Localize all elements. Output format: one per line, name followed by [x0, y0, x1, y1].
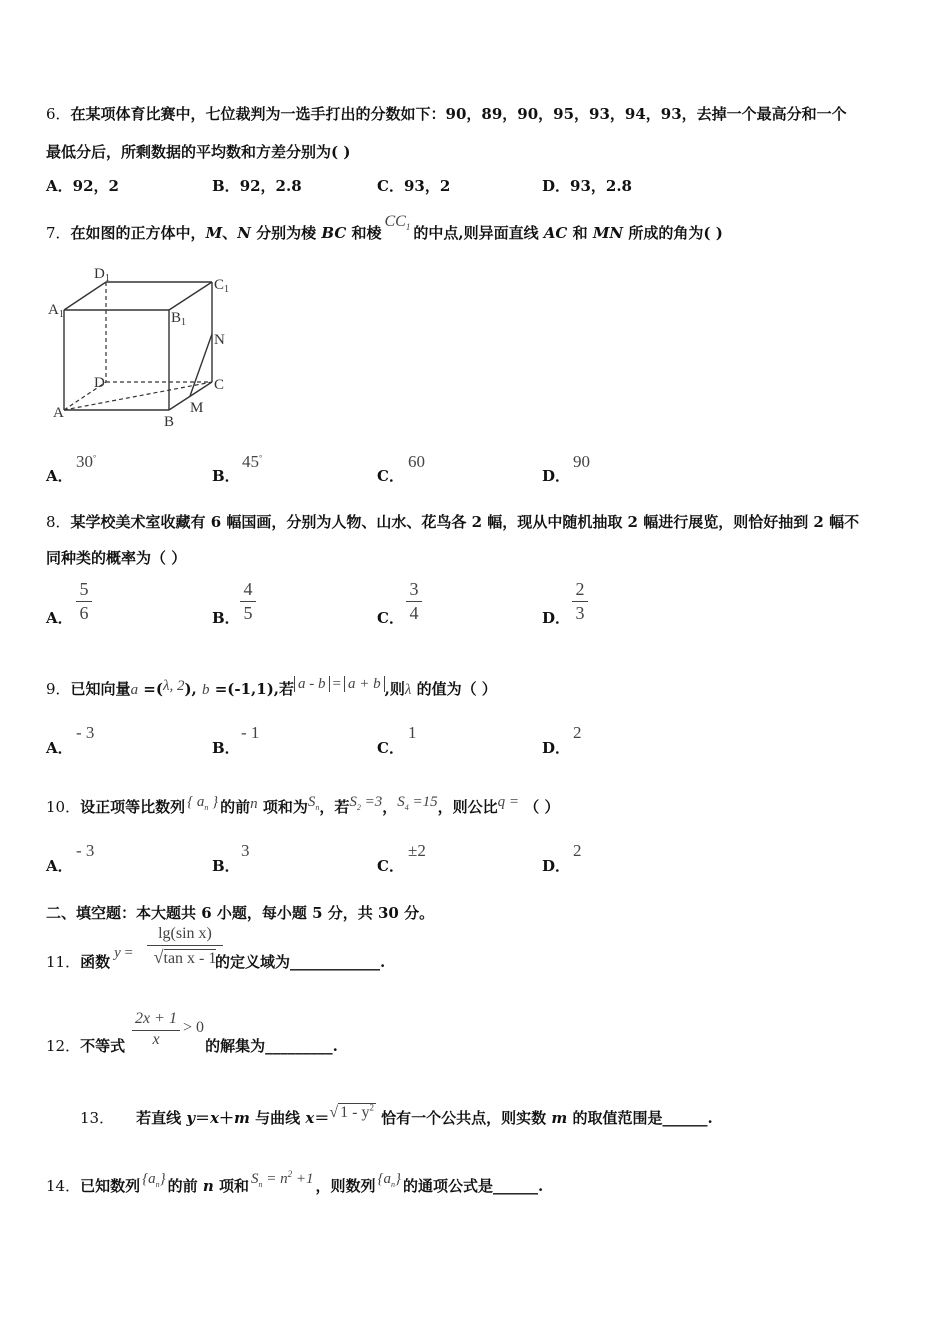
q10-option-b-label: B．: [212, 857, 240, 875]
label-b: B: [164, 414, 175, 430]
q9-option-d-label: D．: [542, 739, 571, 757]
q10-option-a-value: - 3: [76, 841, 95, 860]
q13-line: 13． 若直线 y＝x＋m 与曲线 x＝√ $1 - y^2$ 恰有一个公共点，则实数 m 的取值范围是______.: [80, 1102, 713, 1127]
q7-option-b-label: B．: [212, 467, 240, 485]
q10-option-d-value: 2: [573, 841, 582, 860]
q7-option-a-value: 30°: [76, 452, 97, 471]
label-c1: $C_1$: [214, 277, 230, 295]
q8-option-d-label: D．: [542, 609, 571, 627]
edge-a1d1: [64, 282, 106, 310]
q7-option-a-label: A．: [46, 467, 73, 485]
q8-option-a-fraction: 5 6: [76, 579, 92, 624]
label-m: M: [190, 400, 204, 416]
label-b1: $B_1$: [171, 310, 187, 328]
q9-option-c-value: 1: [408, 723, 417, 742]
q6-option-b: B．92，2.8: [212, 177, 302, 195]
label-a: A: [53, 405, 64, 421]
q11-numerator: lg(sin x): [158, 925, 212, 942]
q7-option-d-value: 90: [573, 452, 590, 471]
q7-line: 7．在如图的正方体中，M、N 分别为棱 BC 和棱$CC_1$ 的中点,则异面直线 AC 和 MN 所成的角为( ): [46, 213, 723, 242]
q8-option-b-fraction: 4 5: [240, 579, 256, 624]
q8-option-c-fraction: 3 4: [406, 579, 422, 624]
q10-option-b-value: 3: [241, 841, 250, 860]
q12-fraction: [132, 1010, 180, 1049]
cube-figure: [44, 262, 244, 432]
q6-option-a: A．92，2: [46, 177, 119, 195]
q9-option-b-value: - 1: [241, 723, 260, 742]
q6-line1: [46, 103, 847, 124]
q10-option-c-label: C．: [377, 857, 404, 875]
q9-option-a-value: - 3: [76, 723, 95, 742]
q10-option-c-value: ±2: [408, 841, 426, 860]
q12-denominator: x: [132, 1030, 180, 1049]
q7-option-b-value: 45°: [242, 452, 263, 471]
q10-option-d-label: D．: [542, 857, 571, 875]
label-n: N: [214, 332, 225, 348]
q8-option-a-label: A．: [46, 609, 73, 627]
q10-line: 10．设正项等比数列 { $a_n$ } 的前n 项和为$S_n$，若$S_2 =3$，$S_4 =15$，则公比q = （ ）: [46, 794, 560, 816]
q11-denominator: tan x - 1: [163, 950, 217, 967]
section-2-title: 二、填空题：本大题共 6 小题，每小题 5 分，共 30 分。: [46, 904, 435, 922]
q11-line: 11．函数 y = 的定义域为____________.: [46, 945, 386, 971]
q10-option-a-label: A．: [46, 857, 73, 875]
q12-inequality: > 0: [183, 1019, 205, 1036]
q6-option-c: C．93，2: [377, 177, 451, 195]
q8-option-d-fraction: 2 3: [572, 579, 588, 624]
label-c: C: [214, 377, 225, 393]
q12-line: 12．不等式 的解集为_________.: [46, 1037, 338, 1055]
q6-number: 6．: [46, 105, 71, 123]
q7-option-d-label: D．: [542, 467, 571, 485]
segment-mn: [190, 334, 212, 396]
q9-option-a-label: A．: [46, 739, 73, 757]
q8-option-b-label: B．: [212, 609, 240, 627]
q8-option-c-label: C．: [377, 609, 404, 627]
label-d1: $D_1$: [94, 266, 110, 284]
q7-option-c-value: 60: [408, 452, 425, 471]
q11-fraction: lg(sin x) √tan x - 1: [147, 925, 223, 968]
q9-line: 9．已知向量a =(λ, 2), b =(-1,1),若 a - b = a + b ,则λ 的值为（ ）: [46, 676, 497, 698]
q6-option-d: D．93，2.8: [542, 177, 632, 195]
label-a1: $A_1$: [48, 302, 64, 320]
q9-option-d-value: 2: [573, 723, 582, 742]
q8-line2: 同种类的概率为（ ）: [46, 549, 187, 567]
label-d: D: [94, 375, 105, 391]
q14-line: 14．已知数列 $\{a_n\}$ 的前 n 项和 $S_n = n^2 +1$ ，则数列 $\{a_n\}$ 的通项公式是______.: [46, 1169, 544, 1195]
q8-line1: 8．某学校美术室收藏有 6 幅国画，分别为人物、山水、花鸟各 2 幅，现从中随机抽取 2 幅进行展览，则恰好抽到 2 幅不: [46, 513, 860, 531]
q9-option-b-label: B．: [212, 739, 240, 757]
q9-option-c-label: C．: [377, 739, 404, 757]
q6-text-1: 在某项体育比赛中，七位裁判为一选手打出的分数如下：90，89，90，95，93，94，93，去掉一个最高分和一个: [70, 105, 847, 123]
edge-b1c1: [169, 282, 212, 310]
q12-numerator: 2x + 1: [135, 1010, 177, 1027]
q6-line2: 最低分后，所剩数据的平均数和方差分别为( ): [46, 143, 351, 161]
q7-option-c-label: C．: [377, 467, 404, 485]
